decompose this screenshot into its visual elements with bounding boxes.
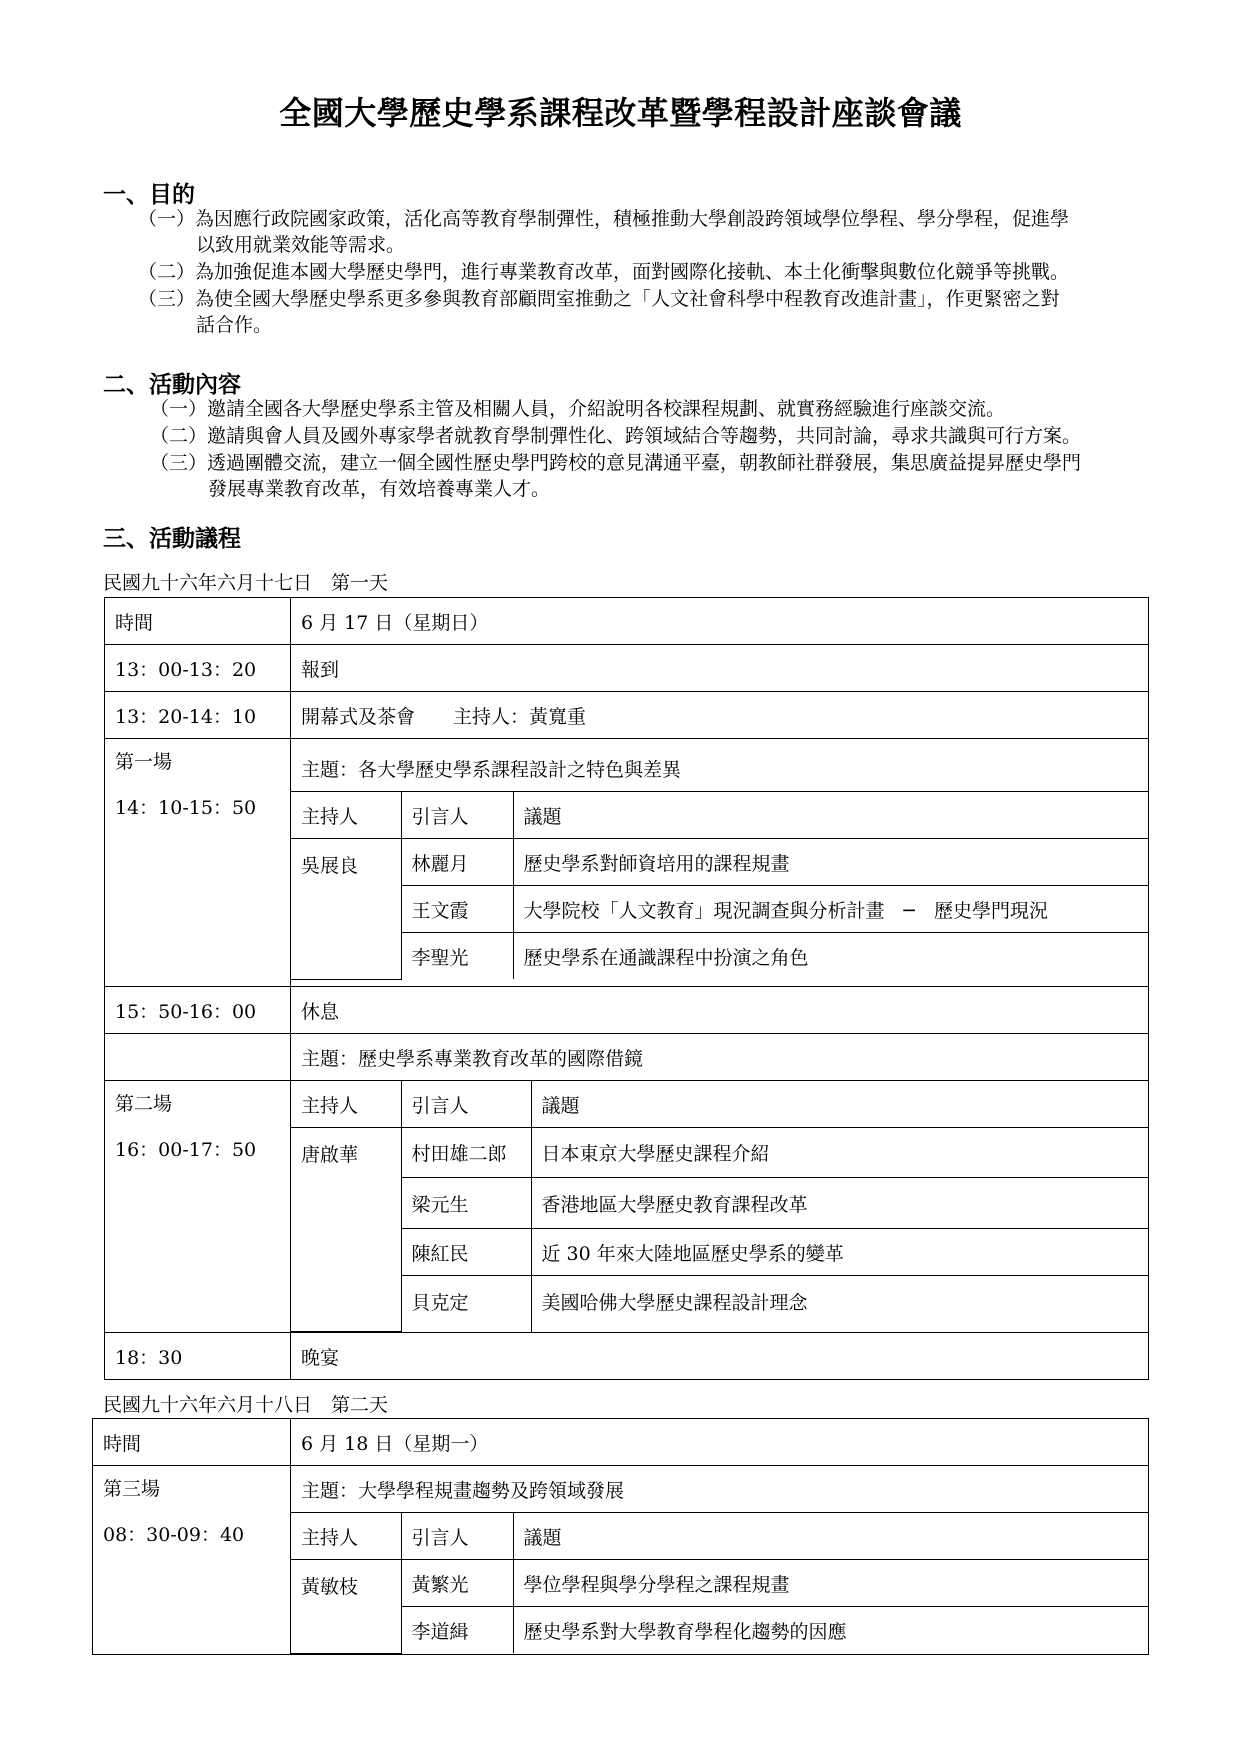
- item-text: 邀請全國各大學歷史學系主管及相關人員，介紹說明各校課程規劃、就實務經驗進行座談交流。: [207, 398, 1006, 420]
- content-item-1: [150, 396, 1150, 422]
- speaker-name: 王文霞: [401, 886, 513, 933]
- host-column-header: 主持人: [291, 1081, 401, 1128]
- session-host: [291, 1128, 401, 1332]
- session3-label-cell: [93, 1466, 291, 1655]
- session-name: 第一場: [115, 751, 173, 773]
- speaker-column-header: 引言人: [401, 1513, 513, 1560]
- talk-topic: 歷史學系對大學教育學程化趨勢的因應: [513, 1607, 1148, 1654]
- section-heading-purpose: 一、目的: [103, 182, 195, 208]
- purpose-item-1: [138, 206, 1138, 232]
- session1-table: [291, 745, 1148, 980]
- row-event: 晚宴: [291, 1333, 1149, 1380]
- speaker-name: 陳紅民: [401, 1229, 531, 1276]
- talk-topic: 學位學程與學分學程之課程規畫: [513, 1560, 1148, 1607]
- talk-topic: 香港地區大學歷史教育課程改革: [531, 1178, 1148, 1229]
- speaker-column-header: 引言人: [401, 1081, 531, 1128]
- day1-date: 6 月 17 日（星期日）: [291, 598, 1149, 645]
- document-title: 全國大學歷史學系課程改革暨學程設計座談會議: [279, 94, 962, 132]
- day2-header: 民國九十六年六月十八日 第二天: [103, 1394, 389, 1416]
- session3-detail-cell: [291, 1466, 1149, 1655]
- talk-topic: 近 30 年來大陸地區歷史學系的變革: [531, 1229, 1148, 1276]
- host-column-header: 主持人: [291, 1513, 401, 1560]
- talk-topic: 日本東京大學歷史課程介紹: [531, 1128, 1148, 1178]
- purpose-item-3-continuation: 話合作。: [196, 314, 273, 336]
- session-theme: 主題：大學學程規畫趨勢及跨領域發展: [291, 1466, 1148, 1513]
- purpose-item-3: [138, 286, 1138, 312]
- speaker-name: 村田雄二郎: [401, 1128, 531, 1178]
- row-event: 報到: [291, 645, 1149, 692]
- empty-cell: [105, 1034, 291, 1081]
- content-item-3: [150, 450, 1150, 476]
- speaker-column-header: 引言人: [401, 792, 513, 839]
- host-name: 唐啟華: [301, 1144, 359, 1166]
- speaker-name: 林麗月: [401, 839, 513, 886]
- speaker-name: 李聖光: [401, 933, 513, 980]
- row-time: 18：30: [105, 1333, 291, 1380]
- talk-topic: 大學院校「人文教育」現況調查與分析計畫 ─ 歷史學門現況: [513, 886, 1148, 933]
- table-row: [105, 1333, 1149, 1380]
- item-number: （三）: [138, 288, 196, 310]
- session-theme: 主題：歷史學系專業教育改革的國際借鏡: [291, 1034, 1149, 1081]
- table-row: [105, 987, 1149, 1034]
- item-text: 為因應行政院國家政策，活化高等教育學制彈性，積極推動大學創設跨領域學位學程、學分學程，促進學: [195, 208, 1070, 230]
- day2-date: 6 月 18 日（星期一）: [291, 1419, 1149, 1466]
- section-heading-content: 二、活動內容: [103, 372, 241, 398]
- session-time: 16：00-17：50: [115, 1139, 257, 1161]
- speaker-name: 李道緝: [401, 1607, 513, 1654]
- table-row: [105, 645, 1149, 692]
- host-column-header: 主持人: [291, 792, 401, 839]
- item-text: 透過團體交流，建立一個全國性歷史學門跨校的意見溝通平臺，朝教師社群發展，集思廣益提昇歷史學門: [207, 452, 1082, 474]
- row-event: 休息: [291, 987, 1149, 1034]
- topic-column-header: 議題: [513, 792, 1148, 839]
- talk-topic: 歷史學系對師資培用的課程規畫: [513, 839, 1148, 886]
- host-name: 吳展良: [301, 855, 359, 878]
- time-column-header: 時間: [93, 1419, 291, 1466]
- day2-agenda-table: [92, 1418, 1149, 1655]
- session-time: 14：10-15：50: [115, 797, 257, 819]
- day1-header: 民國九十六年六月十七日 第一天: [103, 572, 389, 594]
- session-name: 第三場: [103, 1478, 161, 1500]
- session-name: 第二場: [115, 1093, 173, 1115]
- row-time: 13：00-13：20: [105, 645, 291, 692]
- section-heading-agenda: 三、活動議程: [103, 526, 241, 552]
- speaker-name: 黃繁光: [401, 1560, 513, 1607]
- talk-topic: 美國哈佛大學歷史課程設計理念: [531, 1276, 1148, 1332]
- item-number: （一）: [150, 398, 208, 420]
- session-host: [291, 839, 401, 980]
- table-row: [93, 1419, 1149, 1466]
- row-event: 開幕式及茶會 主持人：黃寬重: [291, 692, 1149, 739]
- session1-row: [105, 739, 1149, 987]
- item-text: 為使全國大學歷史學系更多參與教育部顧問室推動之「人文社會科學中程教育改進計畫」，作更緊密之對: [195, 288, 1060, 310]
- content-item-3-continuation: 發展專業教育改革，有效培養專業人才。: [208, 478, 551, 500]
- session3-row: [93, 1466, 1149, 1655]
- session-time: 08：30-09：40: [103, 1524, 245, 1546]
- session2-table: [291, 1081, 1148, 1332]
- session-host: [291, 1560, 401, 1654]
- session3-table: [291, 1466, 1148, 1654]
- topic-column-header: 議題: [531, 1081, 1148, 1128]
- item-number: （三）: [150, 452, 208, 474]
- host-name: 黃敏枝: [301, 1576, 359, 1598]
- table-row: [105, 692, 1149, 739]
- session1-detail-cell: [291, 739, 1149, 987]
- purpose-item-2: [138, 259, 1138, 285]
- content-item-2: [150, 423, 1150, 449]
- session2-row: [105, 1081, 1149, 1333]
- session2-detail-cell: [291, 1081, 1149, 1333]
- item-number: （一）: [138, 208, 196, 230]
- table-row: [105, 598, 1149, 645]
- item-number: （二）: [138, 261, 196, 283]
- row-time: 13：20-14：10: [105, 692, 291, 739]
- purpose-item-1-continuation: 以致用就業效能等需求。: [196, 234, 406, 256]
- row-time: 15：50-16：00: [105, 987, 291, 1034]
- table-row: [105, 1034, 1149, 1081]
- session-theme: 主題：各大學歷史學系課程設計之特色與差異: [291, 745, 1148, 792]
- session2-label-cell: [105, 1081, 291, 1333]
- time-column-header: 時間: [105, 598, 291, 645]
- item-text: 邀請與會人員及國外專家學者就教育學制彈性化、跨領域結合等趨勢，共同討論，尋求共識與可行方案。: [207, 425, 1082, 447]
- item-text: 為加強促進本國大學歷史學門，進行專業教育改革，面對國際化接軌、本土化衝擊與數位化競爭等挑戰。: [195, 261, 1070, 283]
- day1-agenda-table: [104, 597, 1149, 1380]
- speaker-name: 貝克定: [401, 1276, 531, 1332]
- talk-topic: 歷史學系在通識課程中扮演之角色: [513, 933, 1148, 980]
- session1-label-cell: [105, 739, 291, 987]
- topic-column-header: 議題: [513, 1513, 1148, 1560]
- item-number: （二）: [150, 425, 208, 447]
- speaker-name: 梁元生: [401, 1178, 531, 1229]
